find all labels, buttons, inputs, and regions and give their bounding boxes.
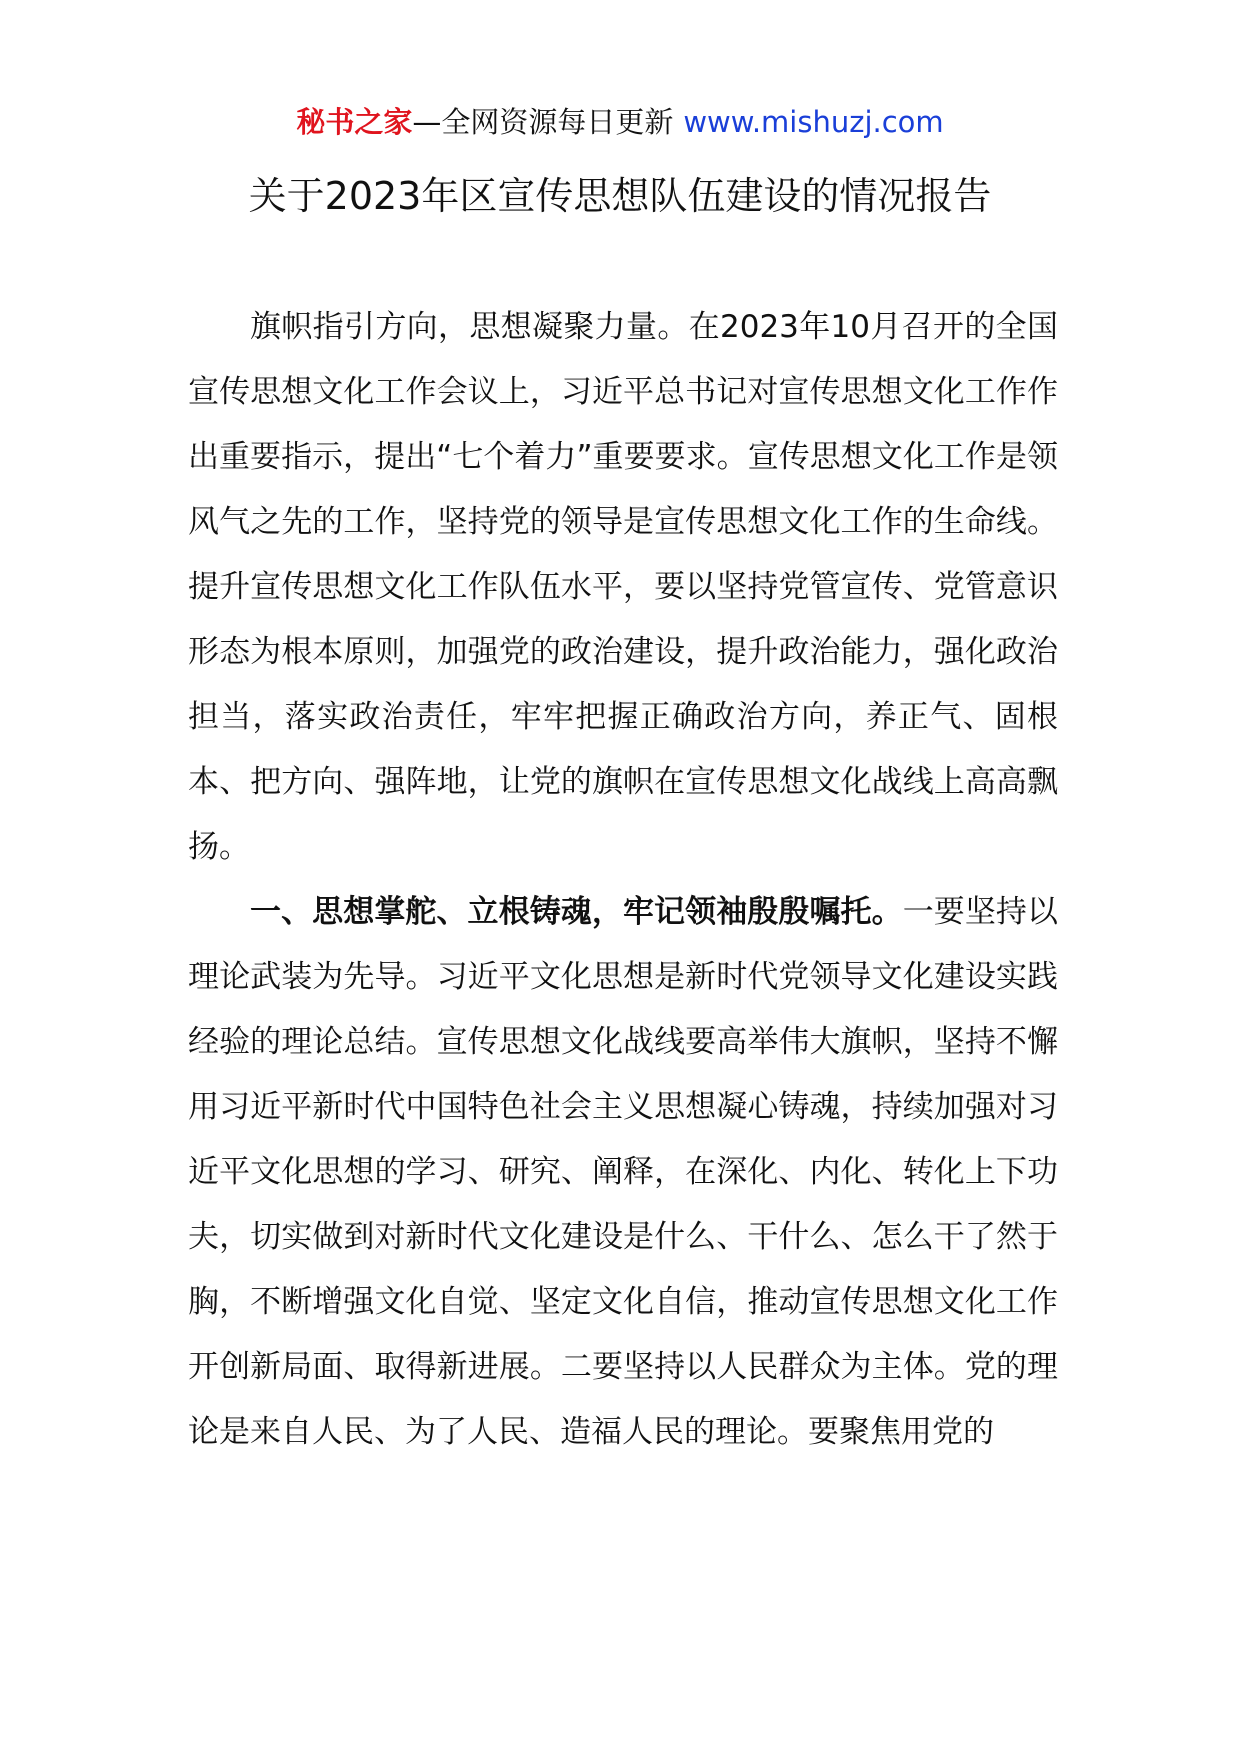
paragraph-section-one bbox=[188, 880, 1058, 1465]
section-body: 一要坚持以理论武装为先导。习近平文化思想是新时代党领导文化建设实践经验的理论总结。宣传思想文化战线要高举伟大旗帜，坚持不懈用习近平新时代中国特色社会主义思想凝心铸魂，持续加强对习近平文化思想的学习、研究、阐释，在深化、内化、转化上下功夫，切实做到对新时代文化建设是什么、干什么、怎么干了然于胸，不断增强文化自觉、坚定文化自信，推动宣传思想文化工作开创新局面、取得新进展。二要坚持以人民群众为主体。党的理论是来自人民、为了人民、造福人民的理论。要聚焦用党的 bbox=[188, 894, 1059, 1450]
section-heading: 一、思想掌舵、立根铸魂，牢记领袖殷殷嘱托。 bbox=[250, 894, 903, 930]
paragraph-intro: 旗帜指引方向，思想凝聚力量。在2023年10月召开的全国宣传思想文化工作会议上，习近平总书记对宣传思想文化工作作出重要指示，提出“七个着力”重要要求。宣传思想文化工作是领风气之先的工作，坚持党的领导是宣传思想文化工作的生命线。提升宣传思想文化工作队伍水平，要以坚持党管宣传、党管意识形态为根本原则，加强党的政治建设，提升政治能力，强化政治担当，落实政治责任，牢牢把握正确政治方向，养正气、固根本、把方向、强阵地，让党的旗帜在宣传思想文化战线上高高飘扬。 bbox=[188, 309, 1058, 865]
site-url-link[interactable]: www.mishuzj.com bbox=[683, 105, 944, 139]
site-header bbox=[0, 100, 1240, 144]
document-body bbox=[188, 295, 1058, 1465]
brand-name: 秘书之家 bbox=[296, 105, 413, 139]
document-title: 关于2023年区宣传思想队伍建设的情况报告 bbox=[248, 174, 992, 218]
header-tagline: —全网资源每日更新 bbox=[412, 105, 674, 139]
